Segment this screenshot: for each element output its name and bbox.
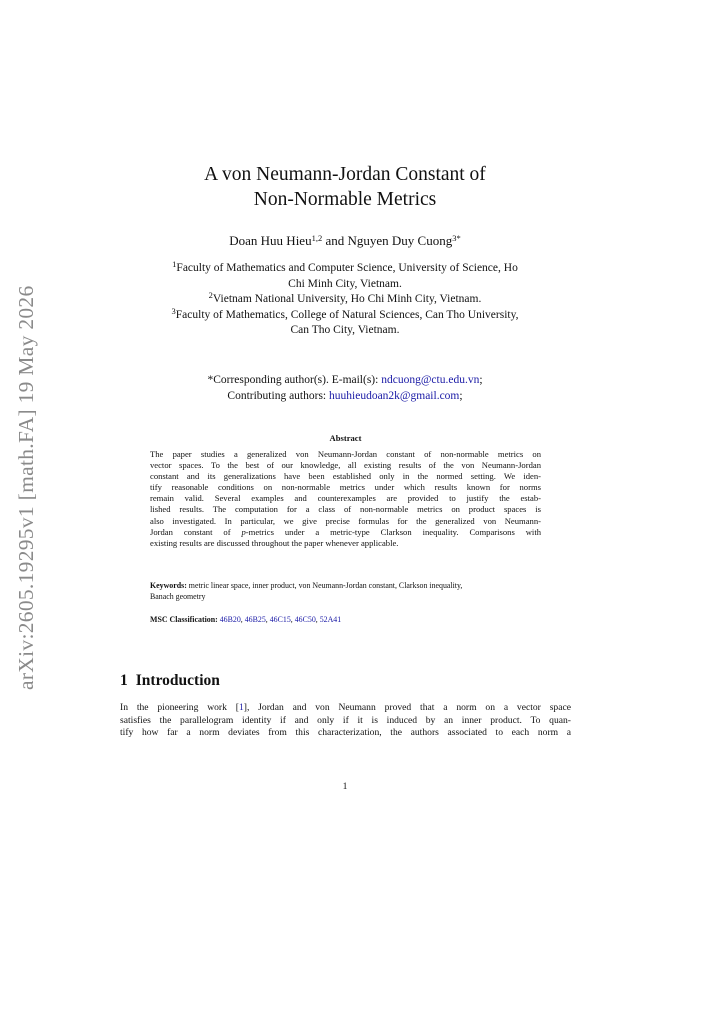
intro-line-1-after: ], Jordan and von Neumann proved that a norm on a vector space [243,702,572,713]
contributing-authors-line [140,388,550,404]
msc-classification-block: MSC Classification: 46B20, 46B25, 46C15, 46C50, 52A41 [150,615,342,624]
corresponding-separator: ; [479,374,483,386]
msc-code-link[interactable]: 46C15 [269,615,291,624]
section-title: Introduction [135,672,220,689]
affiliation-2-mark: 2 [208,290,213,300]
keywords-text-line-2: Banach geometry [150,591,206,601]
section-number: 1 [120,672,128,689]
abstract-line: also investigated. In particular, we give precise formulas for the generalized von Neumann- [150,515,541,526]
abstract-line-p-metrics [150,527,541,538]
affiliation-3-mark: 3 [171,305,176,316]
intro-line-2: satisfies the parallelogram identity if and only if it is induced by an inner product. To quan- [120,714,571,726]
abstract-line: remain valid. Several examples and counterexamples are provided to justify the estab- [150,493,541,504]
contact-block [140,372,550,404]
contributing-email-link[interactable]: huuhieudoan2k@gmail.com [329,390,460,402]
contributing-label: Contributing authors: [227,390,330,402]
msc-code-link[interactable]: 46B25 [244,615,266,624]
contributing-separator: ; [459,390,463,402]
citation-link[interactable]: 1 [238,702,244,713]
paper-title [120,162,570,212]
author-1-affiliation-mark: 1,2 [311,233,323,243]
abstract-italic-p: p [241,526,246,537]
abstract-line-8-after: -metrics under a metric-type Clarkson inequality. Comparisons with [245,526,542,537]
intro-line-3: tify how far a norm deviates from this characterization, the authors associated to each norm a [120,727,571,739]
affiliation-2 [140,292,550,308]
keywords-block [150,581,541,603]
abstract-text [150,449,541,549]
affiliation-list [140,261,550,339]
abstract-line: existing results are discussed throughout the paper whenever applicable. [150,537,399,548]
affiliation-2-line-1: Vietnam National University, Ho Chi Minh City, Vietnam. [212,293,482,305]
author-1-name: Doan Huu Hieu [229,233,312,248]
section-heading-introduction [120,672,220,690]
author-2-affiliation-mark: 3* [452,233,461,243]
intro-line-1-before: In the pioneering work [ [120,702,239,713]
affiliation-1-line-2: Chi Minh City, Vietnam. [288,277,402,290]
affiliation-3-line-1: Faculty of Mathematics, College of Natural Sciences, Can Tho University, [175,308,519,321]
corresponding-email-link[interactable]: ndcuong@ctu.edu.vn [381,374,480,386]
author-2-name: Nguyen Duy Cuong [347,233,453,248]
msc-code-link[interactable]: 52A41 [319,615,342,624]
author-list [120,233,570,249]
abstract-line: lished results. The computation for a class of non-normable metrics on product spaces is [150,504,541,515]
abstract-line: tify reasonable conditions on non-normable metrics under which results known for norms [150,482,541,493]
msc-code-link[interactable]: 46B20 [219,615,241,624]
corresponding-author-line [140,372,550,388]
introduction-paragraph [120,702,571,740]
msc-code-link[interactable]: 46C50 [294,615,316,624]
affiliation-1-mark: 1 [172,259,177,269]
page-number: 1 [342,781,348,792]
abstract-heading: Abstract [329,433,362,443]
affiliation-1 [140,261,550,292]
abstract-line: The paper studies a generalized von Neumann-Jordan constant of non-normable metrics on [150,449,541,459]
title-line-2: Non-Normable Metrics [253,189,437,210]
abstract-line: constant and its generalizations have been established only in the normed setting. We iden- [150,471,541,482]
author-conjunction: and [322,233,348,248]
keywords-label: Keywords: [150,581,187,590]
keywords-text: metric linear space, inner product, von Neumann-Jordan constant, Clarkson inequality, [186,581,463,590]
title-line-1: A von Neumann-Jordan Constant of [204,164,486,185]
affiliation-3-line-2: Can Tho City, Vietnam. [290,324,400,336]
corresponding-label: *Corresponding author(s). E-mail(s): [207,374,382,386]
abstract-line-8-before: Jordan constant of [150,526,242,537]
affiliation-3 [140,305,550,339]
arxiv-identifier-stamp: arXiv:2605.19295v1 [math.FA] 19 May 2026 [14,285,38,690]
intro-line-1 [120,702,571,715]
abstract-line: vector spaces. To the best of our knowledge, all existing results of the von Neumann-Jordan [150,460,541,471]
affiliation-1-line-1: Faculty of Mathematics and Computer Science, University of Science, Ho [176,262,518,274]
msc-label: MSC Classification: [150,615,218,624]
